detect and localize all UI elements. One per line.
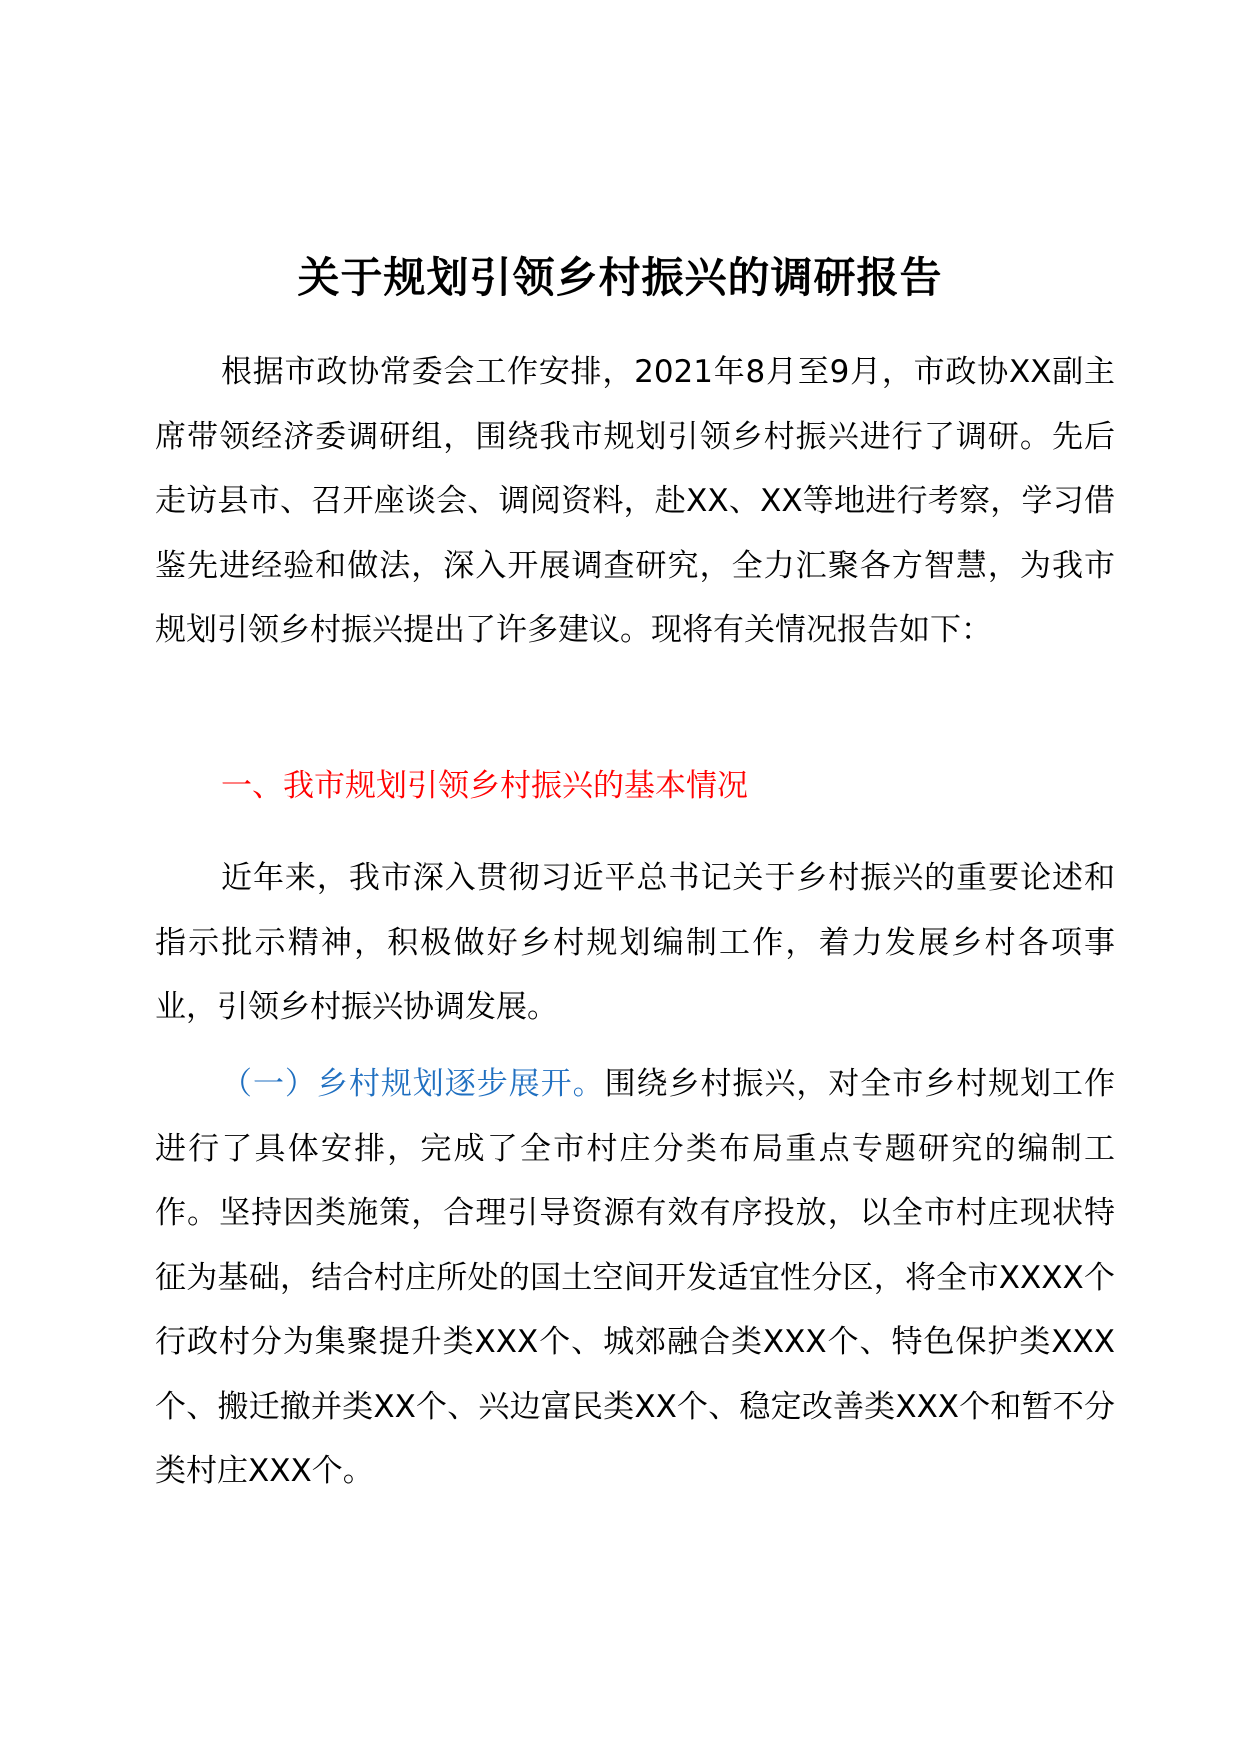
intro-paragraph: 根据市政协常委会工作安排，2021年8月至9月，市政协XX副主席带领经济委调研组，围绕我市规划引领乡村振兴进行了调研。先后走访县市、召开座谈会、调阅资料，赴XX、XX等地进行考察，学习借鉴先进经验和做法，深入开展调查研究，全力汇聚各方智慧，为我市规划引领乡村振兴提出了许多建议。现将有关情况报告如下： — [155, 354, 1115, 648]
document-title: 关于规划引领乡村振兴的调研报告 — [297, 253, 943, 302]
subsection-heading-1: （一）乡村规划逐步展开。 — [221, 1066, 605, 1102]
section-heading-1: 一、我市规划引领乡村振兴的基本情况 — [221, 768, 748, 804]
section-1-paragraph: 近年来，我市深入贯彻习近平总书记关于乡村振兴的重要论述和指示批示精神，积极做好乡村规划编制工作，着力发展乡村各项事业，引领乡村振兴协调发展。 — [155, 860, 1115, 1025]
subsection-1-paragraph — [155, 1052, 1115, 1504]
subsection-1-body: 围绕乡村振兴，对全市乡村规划工作进行了具体安排，完成了全市村庄分类布局重点专题研究的编制工作。坚持因类施策，合理引导资源有效有序投放，以全市村庄现状特征为基础，结合村庄所处的国土空间开发适宜性分区，将全市XXXX个行政村分为集聚提升类XXX个、城郊融合类XXX个、特色保护类XXX个、搬迁撤并类XX个、兴边富民类XX个、稳定改善类XXX个和暂不分类村庄XXX个。 — [155, 1066, 1116, 1489]
